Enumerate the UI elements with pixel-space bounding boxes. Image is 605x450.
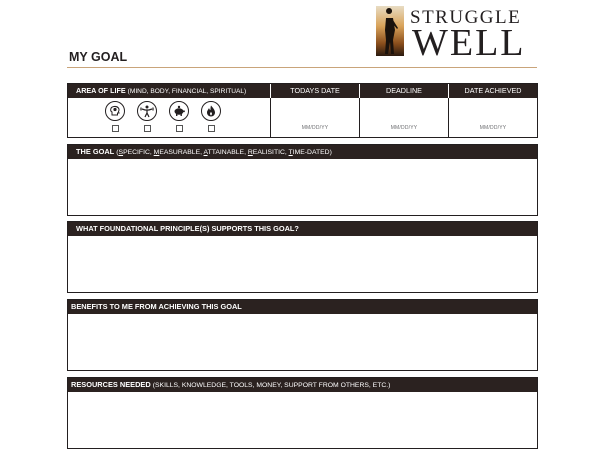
benefits-section: [67, 299, 538, 371]
goal-section: [67, 144, 538, 216]
date-achieved-cell[interactable]: [448, 98, 537, 137]
spiritual-checkbox[interactable]: [208, 125, 215, 132]
deadline-cell[interactable]: [359, 98, 448, 137]
area-of-life-cell: [68, 98, 270, 137]
principle-section-header: WHAT FOUNDATIONAL PRINCIPLE(S) SUPPORTS THIS GOAL?: [68, 222, 537, 236]
benefits-section-header: BENEFITS TO ME FROM ACHIEVING THIS GOAL: [68, 300, 537, 314]
struggle-well-logo: [376, 6, 536, 64]
todays-date-cell[interactable]: [270, 98, 359, 137]
todays-date-placeholder: MM/DD/YY: [301, 125, 329, 131]
principle-section: [67, 221, 538, 293]
logo-text-struggle: STRUGGLE: [410, 7, 522, 28]
date-achieved-header: DATE ACHIEVED: [448, 84, 537, 98]
logo-text-well: WELL: [412, 22, 526, 64]
mind-checkbox[interactable]: [112, 125, 119, 132]
goal-info-table: [67, 83, 538, 138]
financial-piggy-bank-icon: [169, 101, 189, 121]
area-of-life-header: AREA OF LIFE (MIND, BODY, FINANCIAL, SPIRITUAL): [76, 86, 247, 95]
resources-input-area[interactable]: [68, 392, 537, 448]
resources-section-header: RESOURCES NEEDED (SKILLS, KNOWLEDGE, TOOLS, MONEY, SUPPORT FROM OTHERS, ETC.): [68, 378, 537, 392]
todays-date-header: TODAYS DATE: [270, 84, 359, 98]
body-icon: [137, 101, 157, 121]
spiritual-flame-icon: [201, 101, 221, 121]
soldier-photo-icon: [376, 6, 404, 56]
date-achieved-placeholder: MM/DD/YY: [479, 125, 507, 131]
title-divider: [67, 67, 537, 68]
goal-input-area[interactable]: [68, 159, 537, 215]
page-title: MY GOAL: [69, 50, 128, 64]
mind-icon: [105, 101, 125, 121]
principle-input-area[interactable]: [68, 236, 537, 292]
financial-checkbox[interactable]: [176, 125, 183, 132]
deadline-placeholder: MM/DD/YY: [390, 125, 418, 131]
body-checkbox[interactable]: [144, 125, 151, 132]
deadline-header: DEADLINE: [359, 84, 448, 98]
goal-section-header: THE GOAL (SPECIFIC, MEASURABLE, ATTAINABLE, REALISITIC, TIME-DATED): [68, 145, 537, 159]
resources-section: [67, 377, 538, 449]
benefits-input-area[interactable]: [68, 314, 537, 370]
goal-info-header: [68, 84, 537, 98]
